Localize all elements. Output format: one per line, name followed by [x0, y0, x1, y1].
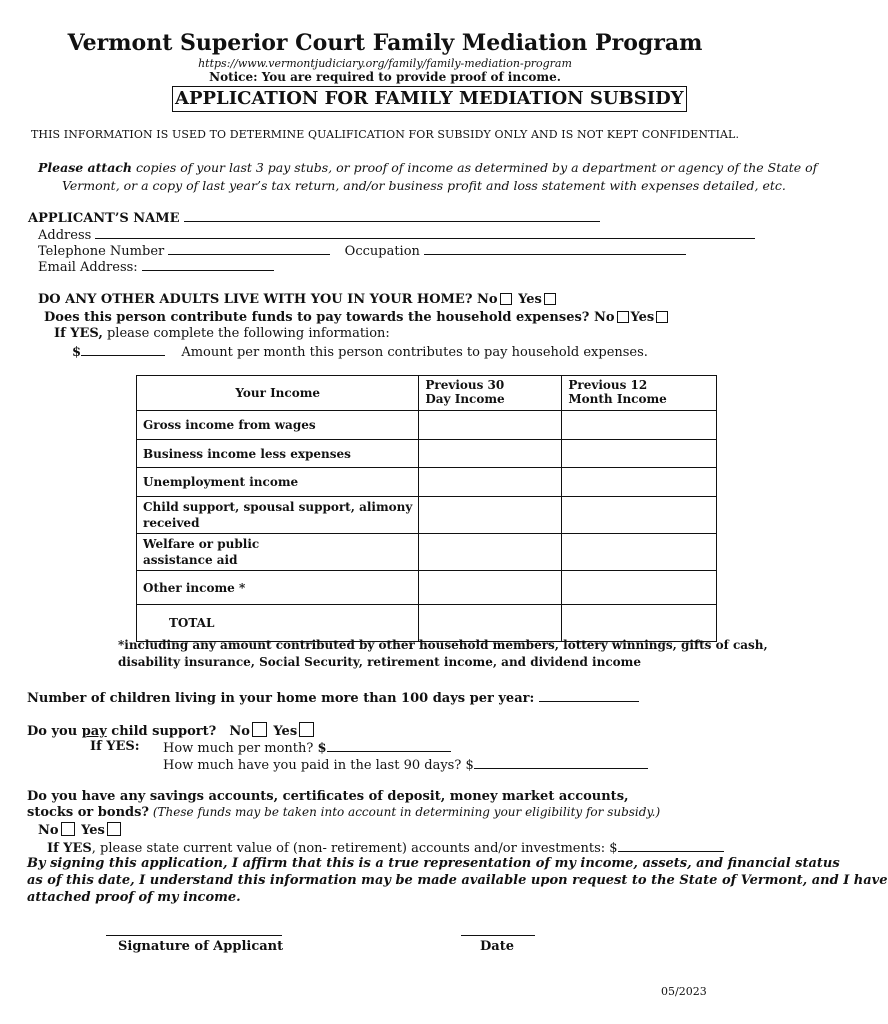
income-table	[136, 375, 717, 642]
table-row	[137, 534, 717, 571]
child-support-yes-label: Yes	[273, 724, 298, 739]
confidentiality-note: THIS INFORMATION IS USED TO DETERMINE QUALIFICATION FOR SUBSIDY ONLY AND IS NOT KEPT CONFIDENTIAL.	[30, 128, 740, 141]
contribute-yes-checkbox[interactable]	[656, 311, 668, 323]
phone-field[interactable]	[168, 242, 330, 255]
contribute-question: Does this person contribute funds to pay towards the household expenses?	[44, 310, 590, 325]
household-ifyes-text: please complete the following information:	[102, 326, 390, 341]
cell-12month-business-income[interactable]	[562, 440, 717, 468]
savings-question-line2	[27, 805, 660, 820]
cell-12month-child-support[interactable]	[562, 497, 717, 534]
savings-yes-label: Yes	[81, 823, 105, 838]
row-label-other-income: Other income *	[137, 571, 419, 605]
child-support-no-label: No	[229, 724, 250, 739]
savings-question-line1: Do you have any savings accounts, certificates of deposit, money market accounts,	[27, 789, 629, 804]
row-label-business-income: Business income less expenses	[137, 440, 419, 468]
savings-no-label: No	[38, 823, 59, 838]
table-row	[137, 440, 717, 468]
cell-30day-business-income[interactable]	[419, 440, 562, 468]
row-label-unemployment: Unemployment income	[137, 468, 419, 497]
contribute-no-checkbox[interactable]	[617, 311, 629, 323]
contribution-amount-label: Amount per month this person contributes to pay household expenses.	[181, 345, 648, 360]
children-row	[27, 689, 639, 706]
page-title: Vermont Superior Court Family Mediation Program	[67, 30, 703, 56]
phone-row	[38, 242, 686, 259]
signature-label: Signature of Applicant	[118, 939, 284, 954]
other-adults-no-label: No	[476, 292, 498, 307]
income-table-header	[137, 376, 717, 411]
last-90-days-row	[163, 756, 648, 773]
attach-text: copies of your last 3 pay stubs, or proof of income as determined by a department or agency of the State of	[132, 160, 818, 175]
savings-question-bold: stocks or bonds?	[27, 805, 150, 820]
income-notice: Notice: You are required to provide proof of income.	[209, 70, 561, 84]
cell-30day-unemployment[interactable]	[419, 468, 562, 497]
last-90-days-field[interactable]	[474, 756, 648, 769]
affirm-line2: as of this date, I understand this information may be made available upon request to the State of Vermont, and I have	[27, 873, 888, 888]
cell-30day-total[interactable]	[419, 605, 562, 642]
contribution-amount-row	[72, 343, 648, 360]
per-month-row	[163, 739, 451, 756]
income-footnote-line2: disability insurance, Social Security, retirement income, and dividend income	[118, 655, 641, 669]
child-support-yes-checkbox[interactable]	[299, 722, 314, 737]
email-field[interactable]	[142, 258, 274, 271]
child-support-no-checkbox[interactable]	[252, 722, 267, 737]
table-row	[137, 605, 717, 642]
children-count-field[interactable]	[539, 689, 639, 702]
savings-value-field[interactable]	[618, 839, 724, 852]
address-label: Address	[38, 228, 92, 243]
contribute-row	[44, 310, 670, 325]
row-label-child-support: Child support, spousal support, alimony received	[137, 497, 419, 534]
child-support-row	[27, 722, 316, 739]
per-month-label: How much per month?	[163, 741, 314, 756]
contribution-amount-field[interactable]	[81, 343, 165, 356]
applicant-name-label: APPLICANT’S NAME	[28, 211, 180, 226]
other-adults-no-checkbox[interactable]	[500, 293, 512, 305]
savings-choice-row	[38, 822, 123, 838]
household-ifyes-label: If YES,	[54, 326, 103, 341]
contribute-no-label: No	[593, 310, 615, 325]
header-your-income: Your Income	[137, 376, 419, 411]
cell-12month-welfare[interactable]	[562, 534, 717, 571]
revision-date: 05/2023	[661, 985, 707, 998]
children-label: Number of children living in your home more than 100 days per year:	[27, 691, 535, 706]
program-url[interactable]: https://www.vermontjudiciary.org/family/family-mediation-program	[198, 57, 572, 70]
child-support-question-pre: Do you	[27, 724, 82, 739]
date-line[interactable]	[461, 935, 535, 936]
savings-no-checkbox[interactable]	[61, 822, 75, 836]
savings-yes-checkbox[interactable]	[107, 822, 121, 836]
occupation-label: Occupation	[344, 244, 420, 259]
row-label-gross-wages: Gross income from wages	[137, 411, 419, 440]
savings-question-note: (These funds may be taken into account in determining your eligibility for subsidy.)	[149, 805, 661, 819]
contribute-yes-label: Yes	[630, 310, 655, 325]
cell-12month-other-income[interactable]	[562, 571, 717, 605]
affirm-line1: By signing this application, I affirm that this is a true representation of my income, assets, and financial status	[27, 856, 840, 871]
signature-line[interactable]	[106, 935, 282, 936]
attach-bold: Please attach	[38, 160, 132, 175]
savings-ifyes-text: , please state current value of (non- retirement) accounts and/or investments: $	[91, 841, 618, 856]
address-row	[38, 226, 755, 243]
cell-30day-gross-wages[interactable]	[419, 411, 562, 440]
table-row	[137, 571, 717, 605]
cell-30day-child-support[interactable]	[419, 497, 562, 534]
cell-12month-gross-wages[interactable]	[562, 411, 717, 440]
applicant-name-field[interactable]	[184, 209, 600, 222]
other-adults-row	[38, 292, 558, 307]
date-label: Date	[480, 939, 514, 954]
table-row	[137, 411, 717, 440]
affirm-line3: attached proof of my income.	[27, 890, 241, 905]
per-month-field[interactable]	[327, 739, 451, 752]
last-90-days-label: How much have you paid in the last 90 days? $	[163, 758, 474, 773]
header-previous-12-month: Previous 12 Month Income	[562, 376, 717, 411]
applicant-name-row	[28, 209, 600, 226]
address-field[interactable]	[95, 226, 755, 239]
phone-label: Telephone Number	[38, 244, 165, 259]
per-month-dollar: $	[317, 741, 327, 756]
table-row	[137, 497, 717, 534]
cell-12month-total[interactable]	[562, 605, 717, 642]
header-previous-30-day: Previous 30 Day Income	[419, 376, 562, 411]
row-label-total: TOTAL	[137, 605, 419, 642]
cell-12month-unemployment[interactable]	[562, 468, 717, 497]
contribution-dollar: $	[72, 345, 82, 360]
child-support-ifyes-label: If YES:	[90, 739, 140, 754]
table-row	[137, 468, 717, 497]
cell-30day-welfare[interactable]	[419, 534, 562, 571]
attach-instructions-line1	[38, 160, 817, 175]
occupation-field[interactable]	[424, 242, 686, 255]
savings-value-row	[47, 839, 724, 856]
form-title: APPLICATION FOR FAMILY MEDIATION SUBSIDY	[172, 86, 687, 112]
household-ifyes-row	[54, 326, 390, 341]
attach-instructions-line2: Vermont, or a copy of last year’s tax return, and/or business profit and loss statement with expenses detailed, etc.	[62, 178, 786, 193]
child-support-question-post: child support?	[106, 724, 217, 739]
other-adults-yes-label: Yes	[518, 292, 542, 307]
child-support-question-pay: pay	[81, 724, 107, 739]
other-adults-question: DO ANY OTHER ADULTS LIVE WITH YOU IN YOUR HOME?	[38, 292, 473, 307]
cell-30day-other-income[interactable]	[419, 571, 562, 605]
email-row	[38, 258, 274, 275]
income-footnote-line1: *including any amount contributed by other household members, lottery winnings, gifts of cash,	[118, 638, 768, 652]
email-label: Email Address:	[38, 260, 138, 275]
row-label-welfare: Welfare or public assistance aid	[137, 534, 419, 571]
savings-ifyes-label: If YES	[47, 841, 92, 856]
other-adults-yes-checkbox[interactable]	[544, 293, 556, 305]
